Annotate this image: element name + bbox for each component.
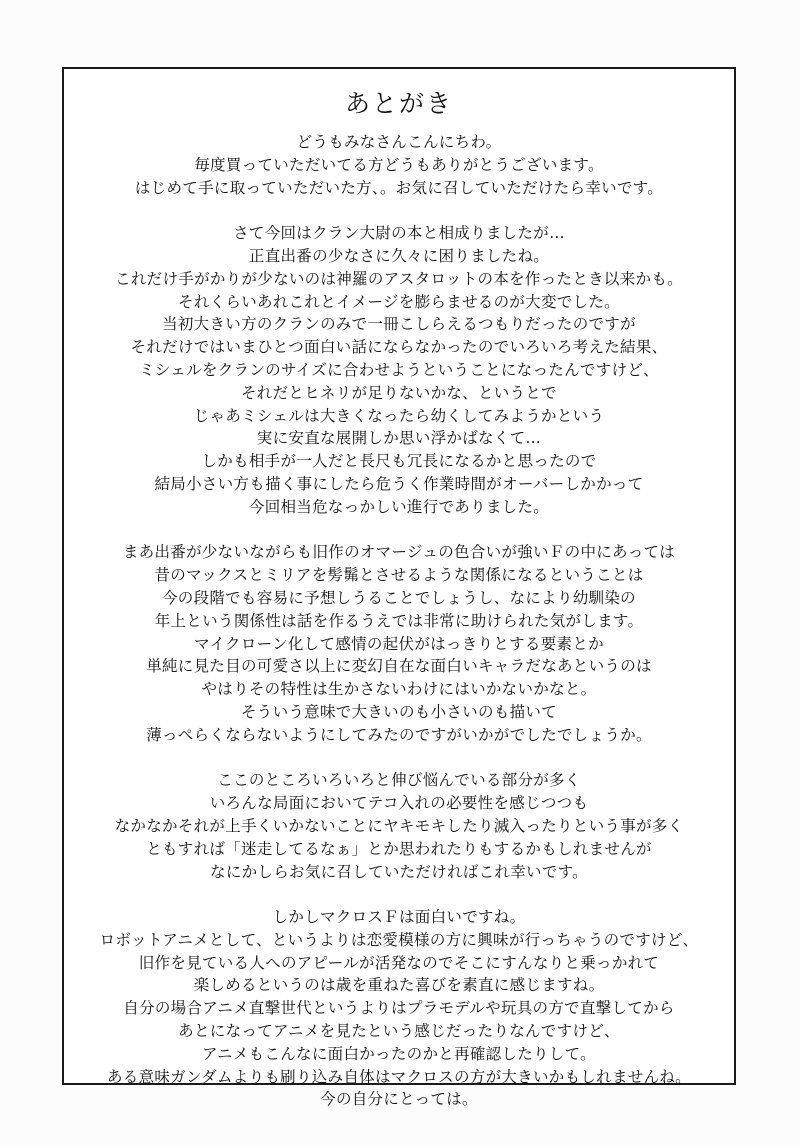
text-line: 今の自分にとっては。 — [320, 1090, 478, 1109]
text-line: いろんな局面においてテコ入れの必要性を感じつつも — [209, 794, 589, 813]
text-line: ロボットアニメとして、というよりは恋愛模様の方に興味が行っちゃうのですけど、 — [99, 930, 699, 949]
text-line: ミシェルをクランのサイズに合わせようということになったんですけど、 — [139, 360, 659, 379]
paragraph — [72, 131, 726, 199]
paragraph — [72, 906, 726, 1111]
text-line: しかも相手が一人だと長尺も冗長になるかと思ったので — [201, 452, 597, 471]
text-line: じゃあミシェルは大きくなったら幼くしてみようかという — [193, 406, 605, 425]
text-line: 当初大きい方のクランのみで一冊こしらえるつもりだったのですが — [162, 315, 636, 334]
text-line: 今の段階でも容易に予想しうることでしょうし、なにより幼馴染の — [161, 588, 636, 607]
paragraph — [72, 769, 726, 883]
text-line: それくらいあれこれとイメージを膨らませるのが大変でした。 — [178, 292, 620, 311]
text-line: ある意味ガンダムよりも刷り込み自体はマクロスの方が大きいかもしれませんね。 — [107, 1067, 691, 1086]
text-line: 単純に見た目の可愛さ以上に変幻自在な面白いキャラだなあというのは — [146, 657, 652, 676]
text-line: やはりその特性は生かさないわけにはいかないかなと。 — [201, 680, 597, 699]
text-line: 昔のマックスとミリアを髣髴とさせるような関係になるということは — [154, 566, 644, 585]
paragraph — [72, 222, 726, 518]
text-line: しかしマクロスＦは面白いですね。 — [272, 908, 526, 927]
text-line: 今回相当危なっかしい進行でありました。 — [248, 497, 550, 516]
text-line: マイクローン化して感情の起伏がはっきりとする要素とか — [194, 634, 604, 653]
text-line: なにかしらお気に召していただければこれ幸いです。 — [210, 862, 588, 881]
text-line: あとになってアニメを見たという感じだったりなんですけど、 — [178, 1022, 620, 1041]
text-line: 自分の場合アニメ直撃世代というよりはプラモデルや玩具の方で直撃してから — [123, 999, 675, 1018]
paragraph — [72, 541, 726, 746]
text-line: それだとヒネリが足りないかな、というとで — [240, 383, 557, 402]
text-line: アニメもこんなに面白かったのかと再確認したりして。 — [202, 1044, 596, 1063]
text-line: これだけ手がかりが少ないのは神羅のアスタロットの本を作ったとき以来かも。 — [115, 269, 683, 288]
text-line: 毎度買っていただいてる方どうもありがとうございます。 — [194, 155, 604, 174]
text-line: 楽しめるというのは歳を重ねた喜びを素直に感じますね。 — [193, 976, 605, 995]
text-line: 結局小さい方も描く事にしたら危うく作業時間がオーバーしかかって — [154, 474, 644, 493]
text-line: そういう意味で大きいのも小さいのも描いて — [240, 702, 557, 721]
text-line: 年上という関係性は話を作るうえでは非常に助けられた気がします。 — [154, 611, 644, 630]
afterword-frame — [62, 67, 736, 1109]
text-line: さて今回はクラン大尉の本と相成りましたが… — [233, 224, 565, 243]
afterword-title: あとがき — [344, 89, 453, 118]
text-line: どうもみなさんこんにちわ。 — [296, 133, 502, 151]
text-line: 実に安直な展開しか思い浮かばなくて… — [256, 429, 542, 448]
text-line: 旧作を見ている人へのアピールが活発なのでそこにすんなりと乗っかれて — [138, 953, 660, 972]
text-line: はじめて手に取っていただいた方、。お気に召していただけたら幸いです。 — [134, 178, 664, 197]
text-line: ここのところいろいろと伸び悩んでいる部分が多く — [217, 771, 581, 790]
text-line: 薄っぺらくならないようにしてみたのですがいかがでしたでしょうか。 — [146, 725, 652, 744]
text-line: ともすれば「迷走してるなぁ」とか思われたりもするかもしれませんが — [146, 839, 652, 858]
text-line: それだけではいまひとつ面白い話にならなかったのでいろいろ考えた結果、 — [130, 338, 668, 357]
afterword-body — [72, 131, 726, 1111]
text-line: なかなかそれが上手くいかないことにヤキモキしたり滅入ったりという事が多く — [114, 816, 684, 835]
text-line: 正直出番の少なさに久々に困りましたね。 — [248, 246, 550, 265]
text-line: まあ出番が少ないながらも旧作のオマージュの色合いが強いＦの中にあっては — [122, 543, 676, 562]
